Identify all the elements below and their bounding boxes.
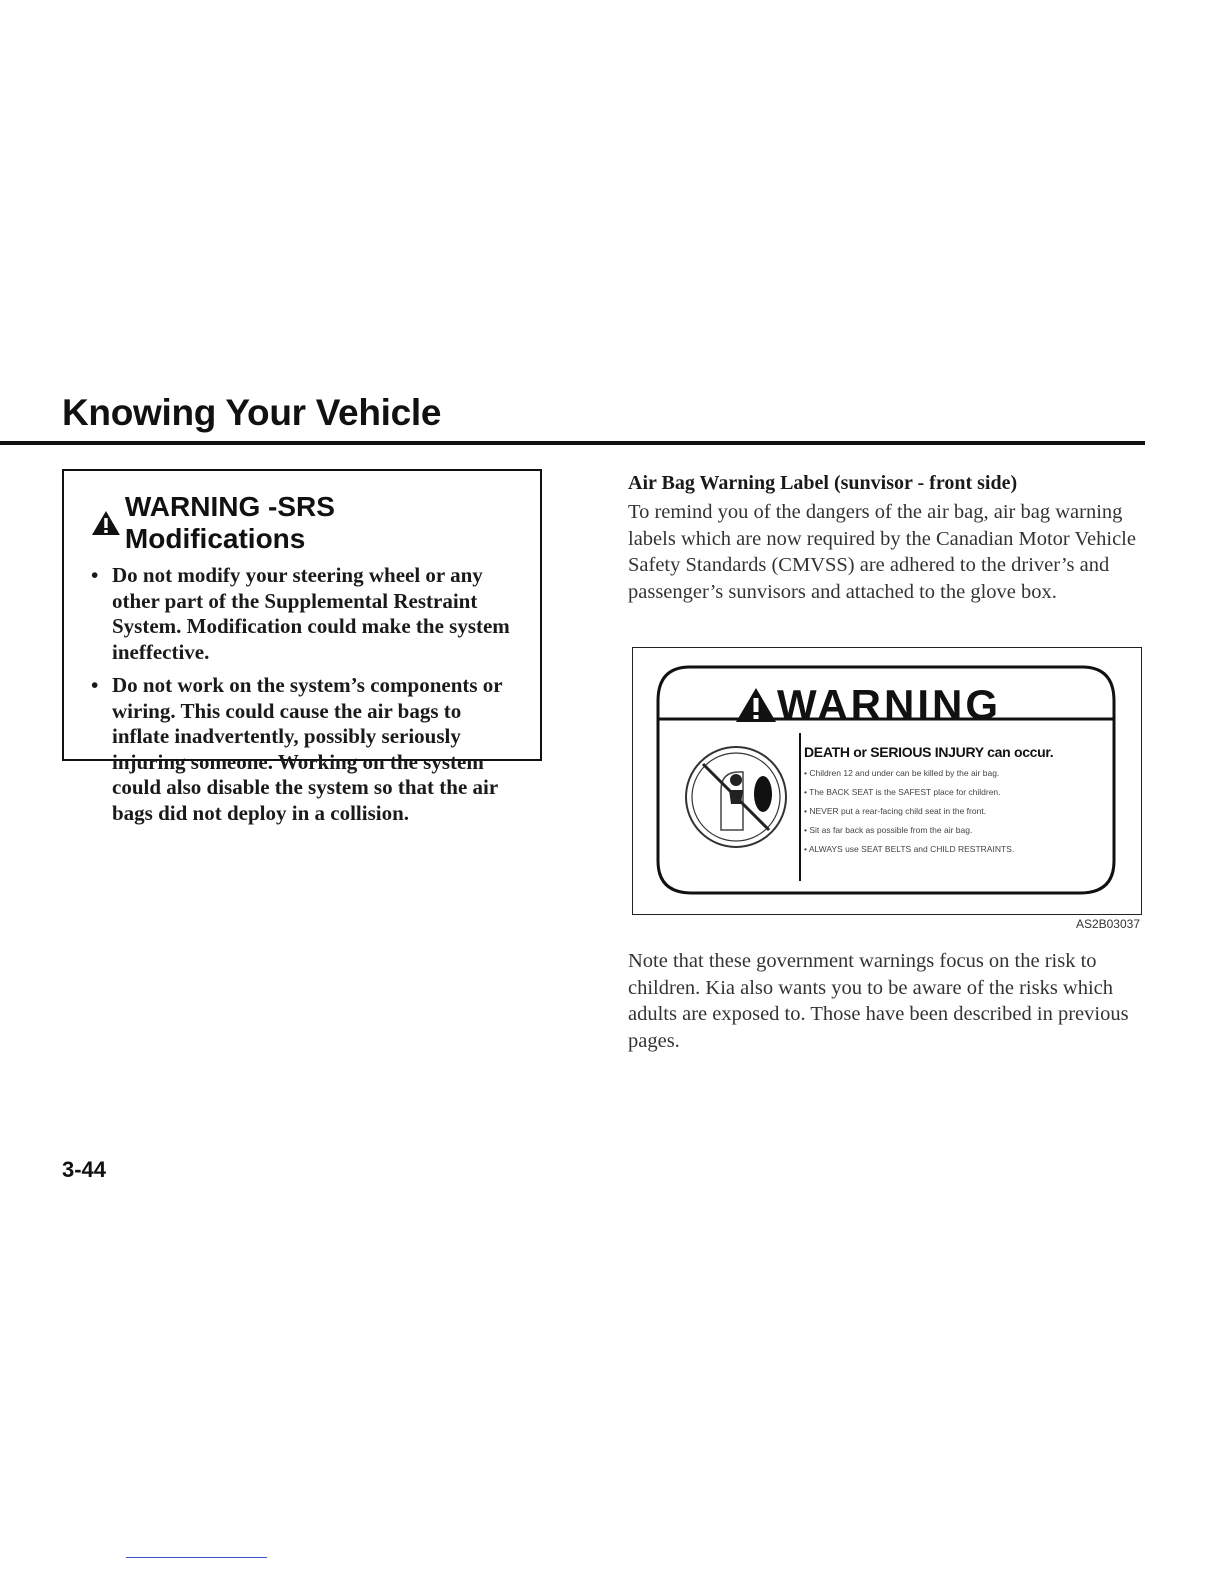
label-main-line: DEATH or SERIOUS INJURY can occur. xyxy=(804,744,1054,760)
page-number: 3-44 xyxy=(62,1157,107,1182)
label-line: • Sit as far back as possible from the air bag. xyxy=(804,825,973,835)
warning-triangle-icon xyxy=(735,687,777,723)
note-block xyxy=(628,948,1148,1054)
bottom-rule xyxy=(126,1557,267,1558)
right-column xyxy=(628,470,1148,605)
label-line: • ALWAYS use SEAT BELTS and CHILD RESTRAINTS. xyxy=(804,844,1015,854)
label-subheading: Air Bag Warning Label (sunvisor - front side) xyxy=(628,472,1018,494)
warning-triangle-icon xyxy=(91,510,121,536)
warning-heading xyxy=(91,491,522,555)
intro-paragraph: To remind you of the dangers of the air bag, air bag warning labels which are now required by the Canadian Motor Vehicle Safety Standards (CMVSS) are adhered to the driver’s and passenger’s sunvisors and attached to the glove box. xyxy=(628,501,1136,603)
label-line: • NEVER put a rear-facing child seat in the front. xyxy=(804,806,987,816)
label-line: • The BACK SEAT is the SAFEST place for children. xyxy=(804,787,1001,797)
label-text-block xyxy=(804,744,1074,859)
warning-list xyxy=(86,563,522,826)
note-paragraph: Note that these government warnings focus on the risk to children. Kia also wants you to be aware of the risks which adults are exposed to. Those have been described in previous pages. xyxy=(628,950,1129,1052)
warning-heading-text: WARNING -SRS Modifications xyxy=(124,491,335,554)
srs-warning-box xyxy=(62,469,542,825)
warning-item: • Do not modify your steering wheel or any other part of the Supplemental Restraint System. Modification could make the system ineffective. xyxy=(86,563,522,665)
figure-caption: AS2B03037 xyxy=(1075,917,1140,931)
section-title: Knowing Your Vehicle xyxy=(62,392,442,433)
warning-item: • Do not work on the system’s components or wiring. This could cause the air bags to inflate inadvertently, possibly seriously injuring someone. Working on the system could also disable the system so that the air bags did not deploy in a collision. xyxy=(86,673,522,826)
title-rule xyxy=(0,441,1145,445)
label-title xyxy=(735,681,1001,729)
label-line: • Children 12 and under can be killed by the air bag. xyxy=(804,768,1000,778)
no-child-seat-icon xyxy=(681,742,791,852)
label-title-text: WARNING xyxy=(777,681,1001,728)
